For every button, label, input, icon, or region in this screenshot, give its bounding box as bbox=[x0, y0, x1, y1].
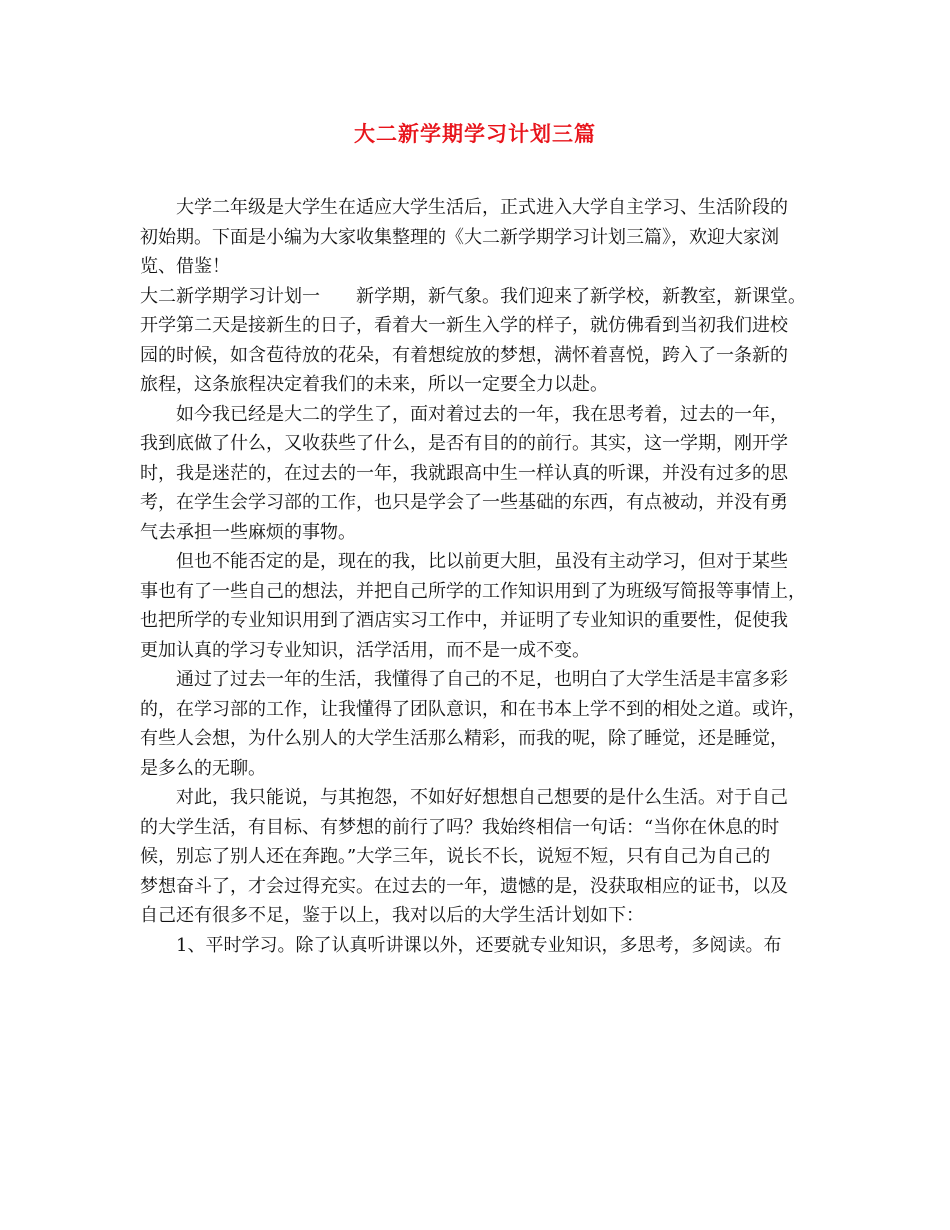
text-line: 但也不能否定的是，现在的我，比以前更大胆，虽没有主动学习，但对于某些 bbox=[176, 551, 788, 572]
paragraph-lessons bbox=[140, 665, 825, 783]
text-line: 时，我是迷茫的，在过去的一年，我就跟高中生一样认真的听课，并没有过多的思 bbox=[140, 462, 788, 484]
text-line: 旅程，这条旅程决定着我们的未来，所以一定要全力以赴。 bbox=[140, 374, 608, 395]
paragraph-plan-one-heading bbox=[140, 282, 825, 400]
text-line: 事也有了一些自己的想法，并把自己所学的工作知识用到了为班级写简报等事情上， bbox=[140, 580, 806, 602]
text-line: 考，在学生会学习部的工作，也只是学会了一些基础的东西，有点被动，并没有勇 bbox=[140, 492, 788, 513]
text-line: 的大学生活，有目标、有梦想的前行了吗？我始终相信一句话：“当你在休息的时 bbox=[140, 816, 780, 838]
text-line: 如今我已经是大二的学生了，面对着过去的一年，我在思考着，过去的一年， bbox=[176, 403, 788, 425]
text-line: 览、借鉴！ bbox=[140, 256, 230, 277]
text-line: 我到底做了什么，又收获些了什么，是否有目的的前行。其实，这一学期，刚开学 bbox=[140, 433, 788, 454]
text-line: 气去承担一些麻烦的事物。 bbox=[140, 521, 356, 543]
paragraph-plan-intro bbox=[140, 783, 825, 931]
document-title: 大二新学期学习计划三篇 bbox=[354, 121, 596, 146]
text-line: 自己还有很多不足，鉴于以上，我对以后的大学生活计划如下： bbox=[140, 905, 644, 926]
text-line: 的，在学习部的工作，让我懂得了团队意识，和在书本上学不到的相处之道。或许， bbox=[140, 698, 806, 720]
text-line: 对此，我只能说，与其抱怨，不如好好想想自己想要的是什么生活。对于自己 bbox=[176, 787, 788, 808]
text-line: 园的时候，如含苞待放的花朵，有着想绽放的梦想，满怀着喜悦，跨入了一条新的 bbox=[140, 344, 788, 366]
text-line: 开学第二天是接新生的日子，看着大一新生入学的样子，就仿佛看到当初我们进校 bbox=[140, 315, 788, 336]
paragraph-intro bbox=[140, 193, 825, 282]
text-line: 候，别忘了别人还在奔跑。”大学三年，说长不长，说短不短，只有自己为自己的 bbox=[140, 846, 771, 867]
text-line: 更加认真的学习专业知识，活学活用，而不是一成不变。 bbox=[140, 639, 590, 661]
text-line: 是多么的无聊。 bbox=[140, 757, 266, 779]
document-body bbox=[140, 193, 825, 960]
text-line: 梦想奋斗了，才会过得充实。在过去的一年，遗憾的是，没获取相应的证书，以及 bbox=[140, 875, 788, 897]
paragraph-progress bbox=[140, 547, 825, 665]
text-line: 也把所学的专业知识用到了酒店实习工作中，并证明了专业知识的重要性，促使我 bbox=[140, 610, 788, 631]
paragraph-reflection bbox=[140, 400, 825, 548]
text-line: 有些人会想，为什么别人的大学生活那么精彩，而我的呢，除了睡觉，还是睡觉， bbox=[140, 728, 788, 749]
text-line: 初始期。下面是小编为大家收集整理的《大二新学期学习计划三篇》，欢迎大家浏 bbox=[140, 226, 779, 248]
text-line: 大学二年级是大学生在适应大学生活后，正式进入大学自主学习、生活阶段的 bbox=[176, 197, 788, 218]
text-line: 1、平时学习。除了认真听讲课以外，还要就专业知识，多思考，多阅读。布 bbox=[176, 934, 782, 956]
paragraph-item-one bbox=[140, 931, 825, 961]
text-line: 大二新学期学习计划一 新学期，新气象。我们迎来了新学校，新教室，新课堂。 bbox=[140, 285, 806, 307]
text-line: 通过了过去一年的生活，我懂得了自己的不足，也明白了大学生活是丰富多彩 bbox=[176, 669, 788, 690]
